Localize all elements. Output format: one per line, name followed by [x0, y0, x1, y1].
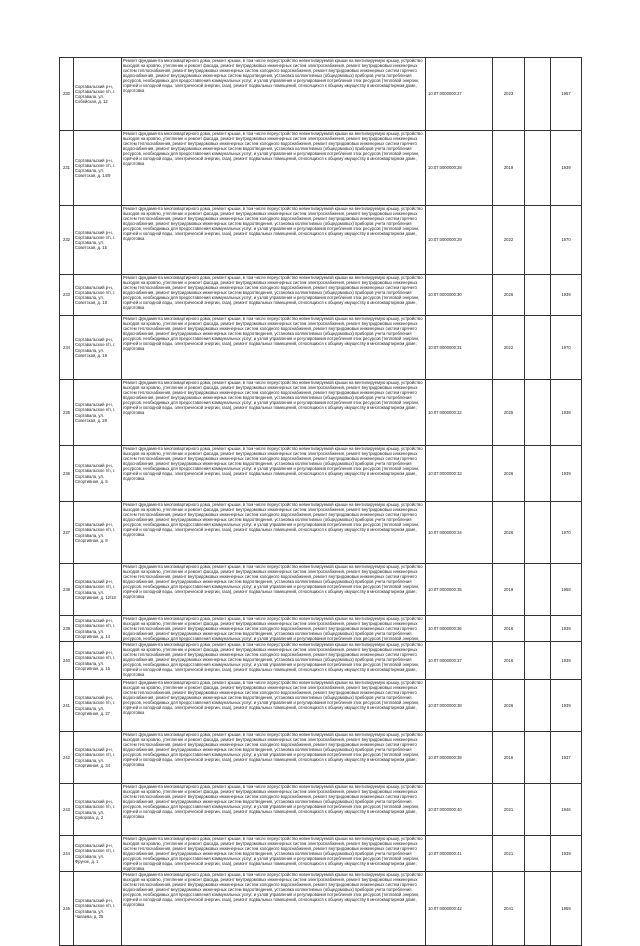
empty-cell: [525, 131, 551, 206]
repair-year-cell-text: 2026: [503, 292, 514, 298]
work-description-cell-text: Ремонт фундамента многоквартирного дома, ремонт крыши, в том числе переустройство невентилируемой крыши на вентилируемую крышу, устройство выходов на кровлю, утепление и ремонт фасада, ремонт внутридомовых инженерных систем электроснабжения, ремонт внутридомовых инженерных систем теплоснабжения, ремонт внутридомовых инженерных систем холодного водоснабжения, ремонт внутридомовых инженерных систем горячего водоснабжения, ремонт внутридомовых инженерных систем водоотведения, установка коллективных (общедомовых) приборов учета потребления ресурсов, необходимых для предоставления коммунальных услуг, и узлов управления и регулирования потребления этих ресурсов (тепловой энергии, горячей и холодной воды, электрической энергии, газа), ремонт подвальных помещений, относящихся к общему имуществу в многоквартирном доме, подготовка: [123, 206, 423, 242]
table-row: [60, 616, 582, 642]
work-description-cell-text: Ремонт фундамента многоквартирного дома, ремонт крыши, в том числе переустройство невентилируемой крыши на вентилируемую крышу, устройство выходов на кровлю, утепление и ремонт фасада, ремонт внутридомовых инженерных систем электроснабжения, ремонт внутридомовых инженерных систем теплоснабжения, ремонт внутридомовых инженерных систем холодного водоснабжения, ремонт внутридомовых инженерных систем горячего водоснабжения, ремонт внутридомовых инженерных систем водоотведения, установка коллективных (общедомовых) приборов учета потребления ресурсов, необходимых для предоставления коммунальных услуг, и узлов управления и регулирования потребления этих ресурсов (тепловой энергии, горячей и холодной воды, электрической энергии, газа), ремонт подвальных помещений, относящихся к общему имуществу в многоквартирном доме, подготовка: [123, 446, 423, 482]
build-year-cell: [551, 58, 582, 131]
table-row: [60, 836, 582, 872]
row-number-text: 231: [63, 165, 70, 171]
build-year-cell-text: 1970: [561, 237, 571, 243]
build-year-cell-text: 1939: [561, 165, 571, 171]
table-row: [60, 732, 582, 784]
address-cell-text: Сортавальский р-н, Сортавальское г/п, г. Сортавала, ул. Спортивная, д. 27: [75, 695, 116, 716]
cadastral-number-cell: [426, 275, 493, 316]
build-year-cell: [551, 616, 582, 642]
cadastral-number-cell-text: 10:07:0000000:36: [428, 625, 462, 631]
cadastral-number-cell: [426, 316, 493, 380]
build-year-cell: [551, 680, 582, 732]
row-number-text: 232: [63, 237, 70, 243]
build-year-cell-text: 1946: [561, 806, 571, 812]
repair-year-cell-text: 2023: [503, 91, 514, 97]
repair-year-cell-text: 2016: [503, 657, 514, 663]
repair-year-cell: [493, 564, 525, 616]
address-cell-text: Сортавальский р-н, Сортавальское г/п, г. Сортавала, ул. Советская, д. 14/9: [75, 157, 116, 179]
empty-cell: [525, 680, 551, 732]
work-description-cell: [122, 836, 426, 872]
build-year-cell: [551, 872, 582, 946]
build-year-cell-text: 1939: [561, 470, 571, 476]
address-cell: [74, 446, 122, 502]
repair-year-cell: [493, 872, 525, 946]
work-description-cell: [122, 206, 426, 275]
build-year-cell: [551, 275, 582, 316]
address-cell-text: Сортавальский р-н, Сортавальское г/п, г. Сортавала, ул. Суворова, д. 2: [75, 799, 116, 820]
address-cell-text: Сортавальский р-н, Сортавальское г/п, г. Сортавала, ул. Спортивная, д. 5: [75, 463, 116, 484]
row-number: [60, 206, 74, 275]
row-number-text: 240: [63, 657, 70, 663]
address-cell: [74, 316, 122, 380]
cadastral-number-cell-text: 10:07:0000000:42: [428, 905, 462, 911]
build-year-cell: [551, 732, 582, 784]
work-description-cell-text: Ремонт фундамента многоквартирного дома, ремонт крыши, в том числе переустройство невентилируемой крыши на вентилируемую крышу, устройство выходов на кровлю, утепление и ремонт фасада, ремонт внутридомовых инженерных систем электроснабжения, ремонт внутридомовых инженерных систем теплоснабжения, ремонт внутридомовых инженерных систем холодного водоснабжения, ремонт внутридомовых инженерных систем горячего водоснабжения, ремонт внутридомовых инженерных систем водоотведения, установка коллективных (общедомовых) приборов учета потребления ресурсов, необходимых для предоставления коммунальных услуг, и узлов управления и регулирования потребления этих ресурсов (тепловой энергии, горячей и холодной воды, электрической энергии, газа), ремонт подвальных помещений, относящихся к общему имуществу в многоквартирном доме, подготовка: [123, 564, 423, 600]
address-cell-text: Сортавальский р-н, Сортавальское г/п, г. Сортавала, ул. Советская, д. 19: [75, 337, 116, 358]
row-number-text: 241: [63, 702, 70, 708]
cadastral-number-cell-text: 10:07:0000000:29: [428, 237, 462, 243]
work-description-cell-text: Ремонт фундамента многоквартирного дома, ремонт крыши, в том числе переустройство невентилируемой крыши на вентилируемую крышу, устройство выходов на кровлю, утепление и ремонт фасада, ремонт внутридомовых инженерных систем электроснабжения, ремонт внутридомовых инженерных систем теплоснабжения, ремонт внутридомовых инженерных систем холодного водоснабжения, ремонт внутридомовых инженерных систем горячего водоснабжения, ремонт внутридомовых инженерных систем водоотведения, установка коллективных (общедомовых) приборов учета потребления ресурсов, необходимых для предоставления коммунальных услуг, и узлов управления и регулирования потребления этих ресурсов (тепловой энергии, горячей и холодной воды, электрической энергии, газа), ремонт подвальных помещений, относящихся к общему имуществу в многоквартирном доме, подготовка: [123, 275, 423, 311]
building-repair-table: [59, 57, 582, 946]
address-cell-text: Сортавальский р-н, Сортавальское г/п, г. Сортавала, ул. Спортивная, д. 14: [75, 618, 116, 639]
cadastral-number-cell-text: 10:07:0000000:31: [428, 344, 462, 350]
address-cell: [74, 642, 122, 680]
build-year-cell-text: 1970: [561, 529, 571, 535]
table-body: [60, 58, 582, 946]
empty-cell: [525, 784, 551, 836]
cadastral-number-cell-text: 10:07:0000000:27: [428, 91, 462, 97]
address-cell-text: Сортавальский р-н, Сортавальское г/п, г. Сортавала, ул. Спортивная, д. 34: [75, 747, 116, 768]
work-description-cell-text: Ремонт фундамента многоквартирного дома, ремонт крыши, в том числе переустройство невентилируемой крыши на вентилируемую крышу, устройство выходов на кровлю, утепление и ремонт фасада, ремонт внутридомовых инженерных систем электроснабжения, ремонт внутридомовых инженерных систем теплоснабжения, ремонт внутридомовых инженерных систем холодного водоснабжения, ремонт внутридомовых инженерных систем горячего водоснабжения, ремонт внутридомовых инженерных систем водоотведения, установка коллективных (общедомовых) приборов учета потребления ресурсов, необходимых для предоставления коммунальных услуг, и узлов управления и регулирования потребления этих ресурсов (тепловой энергии, горячей и холодной воды, электрической энергии, газа), ремонт подвальных помещений, относящихся к общему имуществу в многоквартирном доме, подготовка: [123, 316, 423, 352]
work-description-cell: [122, 642, 426, 680]
table-row: [60, 380, 582, 446]
build-year-cell-text: 1939: [561, 292, 571, 298]
row-number-text: 242: [63, 754, 70, 760]
address-cell-text: Сортавальский р-н, Сортавальское г/п, г. Сортавала, ул. Собейская, д. 12: [75, 83, 116, 105]
table-row: [60, 206, 582, 275]
cadastral-number-cell: [426, 446, 493, 502]
empty-cell: [525, 836, 551, 872]
work-description-cell-text: Ремонт фундамента многоквартирного дома, ремонт крыши, в том числе переустройство невентилируемой крыши на вентилируемую крышу, устройство выходов на кровлю, утепление и ремонт фасада, ремонт внутридомовых инженерных систем электроснабжения, ремонт внутридомовых инженерных систем теплоснабжения, ремонт внутридомовых инженерных систем холодного водоснабжения, ремонт внутридомовых инженерных систем горячего водоснабжения, ремонт внутридомовых инженерных систем водоотведения, установка коллективных (общедомовых) приборов учета потребления ресурсов, необходимых для предоставления коммунальных услуг, и узлов управления и регулирования потребления этих ресурсов (тепловой энергии, горячей и холодной воды, электрической энергии, газа), ремонт подвальных помещений, относящихся к общему имуществу в многоквартирном доме, подготовка: [123, 732, 423, 768]
build-year-cell-text: 1938: [561, 409, 571, 415]
row-number: [60, 446, 74, 502]
empty-cell: [525, 642, 551, 680]
repair-year-cell: [493, 784, 525, 836]
row-number-text: 230: [63, 91, 70, 97]
repair-year-cell: [493, 58, 525, 131]
address-cell-text: Сортавальский р-н, Сортавальское г/п, г. Сортавала, ул. Спортивная, д. 15: [75, 650, 116, 671]
work-description-cell: [122, 131, 426, 206]
work-description-cell: [122, 680, 426, 732]
cadastral-number-cell: [426, 680, 493, 732]
cadastral-number-cell-text: 10:07:0000000:39: [428, 754, 462, 760]
repair-year-cell: [493, 446, 525, 502]
build-year-cell-text: 1957: [561, 91, 571, 97]
work-description-cell: [122, 446, 426, 502]
work-description-cell-text: Ремонт фундамента многоквартирного дома, ремонт крыши, в том числе переустройство невентилируемой крыши на вентилируемую крышу, устройство выходов на кровлю, утепление и ремонт фасада, ремонт внутридомовых инженерных систем электроснабжения, ремонт внутридомовых инженерных систем теплоснабжения, ремонт внутридомовых инженерных систем холодного водоснабжения, ремонт внутридомовых инженерных систем горячего водоснабжения, ремонт внутридомовых инженерных систем водоотведения, установка коллективных (общедомовых) приборов учета потребления ресурсов, необходимых для предоставления коммунальных услуг, и узлов управления и регулирования потребления этих ресурсов (тепловой энергии, горячей и холодной воды, электрической энергии, газа), ремонт подвальных помещений, относящихся к общему имуществу в многоквартирном доме, подготовка: [123, 380, 423, 416]
work-description-cell-text: Ремонт фундамента многоквартирного дома, ремонт крыши, в том числе переустройство невентилируемой крыши на вентилируемую крышу, устройство выходов на кровлю, утепление и ремонт фасада, ремонт внутридомовых инженерных систем электроснабжения, ремонт внутридомовых инженерных систем теплоснабжения, ремонт внутридомовых инженерных систем холодного водоснабжения, ремонт внутридомовых инженерных систем горячего водоснабжения, ремонт внутридомовых инженерных систем водоотведения, установка коллективных (общедомовых) приборов учета потребления ресурсов, необходимых для предоставления коммунальных услуг, и узлов управления и регулирования потребления этих ресурсов (тепловой энергии,: [123, 616, 423, 641]
empty-cell: [525, 616, 551, 642]
address-cell-text: Сортавальский р-н, Сортавальское г/п, г. Сортавала, ул. Советская, д. 15: [75, 229, 116, 251]
table-row: [60, 680, 582, 732]
build-year-cell: [551, 502, 582, 564]
row-number-text: 237: [63, 529, 70, 535]
row-number: [60, 380, 74, 446]
table-row: [60, 564, 582, 616]
row-number-text: 234: [63, 344, 70, 350]
cadastral-number-cell: [426, 380, 493, 446]
repair-year-cell: [493, 732, 525, 784]
cadastral-number-cell-text: 10:07:0000000:30: [428, 292, 462, 298]
repair-year-cell-text: 2041: [503, 905, 514, 911]
address-cell: [74, 732, 122, 784]
row-number: [60, 564, 74, 616]
repair-year-cell-text: 2016: [503, 754, 514, 760]
work-description-cell: [122, 616, 426, 642]
work-description-cell-text: Ремонт фундамента многоквартирного дома, ремонт крыши, в том числе переустройство невентилируемой крыши на вентилируемую крышу, устройство выходов на кровлю, утепление и ремонт фасада, ремонт внутридомовых инженерных систем электроснабжения, ремонт внутридомовых инженерных систем теплоснабжения, ремонт внутридомовых инженерных систем холодного водоснабжения, ремонт внутридомовых инженерных систем горячего водоснабжения, ремонт внутридомовых инженерных систем водоотведения, установка коллективных (общедомовых) приборов учета потребления ресурсов, необходимых для предоставления коммунальных услуг, и узлов управления и регулирования потребления этих ресурсов (тепловой энергии, горячей и холодной воды, электрической энергии, газа), ремонт подвальных помещений, относящихся к общему имуществу в многоквартирном доме, подготовка: [123, 836, 423, 871]
empty-cell: [525, 58, 551, 131]
repair-year-cell-text: 2021: [503, 850, 514, 856]
build-year-cell-text: 1959: [561, 905, 571, 911]
address-cell: [74, 131, 122, 206]
table-row: [60, 872, 582, 946]
repair-year-cell: [493, 380, 525, 446]
table-row: [60, 131, 582, 206]
build-year-cell-text: 1958: [561, 586, 571, 592]
row-number-text: 239: [63, 625, 70, 631]
work-description-cell: [122, 380, 426, 446]
cadastral-number-cell-text: 10:07:0000000:32: [428, 409, 462, 415]
repair-year-cell: [493, 836, 525, 872]
repair-year-cell-text: 2026: [503, 702, 514, 708]
row-number-text: 238: [63, 586, 70, 592]
address-cell: [74, 616, 122, 642]
address-cell: [74, 275, 122, 316]
work-description-cell-text: Ремонт фундамента многоквартирного дома, ремонт крыши, в том числе переустройство невентилируемой крыши на вентилируемую крышу, устройство выходов на кровлю, утепление и ремонт фасада, ремонт внутридомовых инженерных систем электроснабжения, ремонт внутридомовых инженерных систем теплоснабжения, ремонт внутридомовых инженерных систем холодного водоснабжения, ремонт внутридомовых инженерных систем горячего водоснабжения, ремонт внутридомовых инженерных систем водоотведения, установка коллективных (общедомовых) приборов учета потребления ресурсов, необходимых для предоставления коммунальных услуг, и узлов управления и регулирования потребления этих ресурсов (тепловой энергии, горячей и холодной воды, электрической энергии, газа), ремонт подвальных помещений, относящихся к общему имуществу в многоквартирном доме, подготовка: [123, 58, 423, 94]
empty-cell: [525, 564, 551, 616]
row-number: [60, 680, 74, 732]
work-description-cell: [122, 564, 426, 616]
empty-cell: [525, 732, 551, 784]
cadastral-number-cell-text: 10:07:0000000:41: [428, 850, 462, 856]
build-year-cell-text: 1939: [561, 702, 571, 708]
address-cell: [74, 872, 122, 946]
work-description-cell: [122, 784, 426, 836]
repair-year-cell-text: 2019: [503, 165, 514, 171]
work-description-cell-text: Ремонт фундамента многоквартирного дома, ремонт крыши, в том числе переустройство невентилируемой крыши на вентилируемую крышу, устройство выходов на кровлю, утепление и ремонт фасада, ремонт внутридомовых инженерных систем электроснабжения, ремонт внутридомовых инженерных систем теплоснабжения, ремонт внутридомовых инженерных систем холодного водоснабжения, ремонт внутридомовых инженерных систем горячего водоснабжения, ремонт внутридомовых инженерных систем водоотведения, установка коллективных (общедомовых) приборов учета потребления ресурсов, необходимых для предоставления коммунальных услуг, и узлов управления и регулирования потребления этих ресурсов (тепловой энергии, горячей и холодной воды, электрической энергии, газа), ремонт подвальных помещений, относящихся к общему имуществу в многоквартирном доме, подготовка: [123, 642, 423, 678]
address-cell: [74, 380, 122, 446]
cadastral-number-cell: [426, 836, 493, 872]
build-year-cell: [551, 784, 582, 836]
row-number: [60, 616, 74, 642]
row-number: [60, 872, 74, 946]
building-repair-table-sheet: [59, 57, 581, 946]
repair-year-cell: [493, 206, 525, 275]
cadastral-number-cell-text: 10:07:0000000:37: [428, 657, 462, 663]
work-description-cell-text: Ремонт фундамента многоквартирного дома, ремонт крыши, в том числе переустройство невентилируемой крыши на вентилируемую крышу, устройство выходов на кровлю, утепление и ремонт фасада, ремонт внутридомовых инженерных систем электроснабжения, ремонт внутридомовых инженерных систем теплоснабжения, ремонт внутридомовых инженерных систем холодного водоснабжения, ремонт внутридомовых инженерных систем горячего водоснабжения, ремонт внутридомовых инженерных систем водоотведения, установка коллективных (общедомовых) приборов учета потребления ресурсов, необходимых для предоставления коммунальных услуг, и узлов управления и регулирования потребления этих ресурсов (тепловой энергии, горячей и холодной воды, электрической энергии, газа), ремонт подвальных помещений, относящихся к общему имуществу в многоквартирном доме, подготовка: [123, 502, 423, 538]
table-row: [60, 275, 582, 316]
build-year-cell: [551, 316, 582, 380]
row-number: [60, 316, 74, 380]
cadastral-number-cell: [426, 206, 493, 275]
cadastral-number-cell-text: 10:07:0000000:40: [428, 806, 462, 812]
repair-year-cell-text: 2022: [503, 237, 514, 243]
empty-cell: [525, 446, 551, 502]
table-row: [60, 446, 582, 502]
address-cell-text: Сортавальский р-н, Сортавальское г/п, г. Сортавала, ул. Спортивная, д. 12/18: [75, 579, 116, 600]
repair-year-cell-text: 2016: [503, 625, 514, 631]
address-cell: [74, 784, 122, 836]
repair-year-cell-text: 2026: [503, 529, 514, 535]
work-description-cell: [122, 872, 426, 946]
work-description-cell-text: Ремонт фундамента многоквартирного дома, ремонт крыши, в том числе переустройство невентилируемой крыши на вентилируемую крышу, устройство выходов на кровлю, утепление и ремонт фасада, ремонт внутридомовых инженерных систем электроснабжения, ремонт внутридомовых инженерных систем теплоснабжения, ремонт внутридомовых инженерных систем холодного водоснабжения, ремонт внутридомовых инженерных систем горячего водоснабжения, ремонт внутридомовых инженерных систем водоотведения, установка коллективных (общедомовых) приборов учета потребления ресурсов, необходимых для предоставления коммунальных услуг, и узлов управления и регулирования потребления этих ресурсов (тепловой энергии, горячей и холодной воды, электрической энергии, газа), ремонт подвальных помещений, относящихся к общему имуществу в многоквартирном доме, подготовка: [123, 680, 423, 716]
empty-cell: [525, 502, 551, 564]
repair-year-cell-text: 2021: [503, 806, 514, 812]
cadastral-number-cell-text: 10:07:0000000:35: [428, 586, 462, 592]
row-number: [60, 131, 74, 206]
repair-year-cell-text: 2026: [503, 470, 514, 476]
repair-year-cell: [493, 680, 525, 732]
cadastral-number-cell-text: 10:07:0000000:28: [428, 165, 462, 171]
work-description-cell-text: Ремонт фундамента многоквартирного дома, ремонт крыши, в том числе переустройство невентилируемой крыши на вентилируемую крышу, устройство выходов на кровлю, утепление и ремонт фасада, ремонт внутридомовых инженерных систем электроснабжения, ремонт внутридомовых инженерных систем теплоснабжения, ремонт внутридомовых инженерных систем холодного водоснабжения, ремонт внутридомовых инженерных систем горячего водоснабжения, ремонт внутридомовых инженерных систем водоотведения, установка коллективных (общедомовых) приборов учета потребления ресурсов, необходимых для предоставления коммунальных услуг, и узлов управления и регулирования потребления этих ресурсов (тепловой энергии, горячей и холодной воды, электрической энергии, газа), ремонт подвальных помещений, относящихся к общему имуществу в многоквартирном доме, подготовка: [123, 784, 423, 820]
work-description-cell: [122, 732, 426, 784]
repair-year-cell: [493, 316, 525, 380]
table-row: [60, 58, 582, 131]
row-number: [60, 642, 74, 680]
cadastral-number-cell-text: 10:07:0000000:33: [428, 470, 462, 476]
row-number: [60, 836, 74, 872]
build-year-cell-text: 1939: [561, 625, 571, 631]
empty-cell: [525, 380, 551, 446]
repair-year-cell-text: 2022: [503, 344, 514, 350]
address-cell-text: Сортавальский р-н, Сортавальское г/п, г. Сортавала, ул. Чапаева, д. 25: [75, 898, 116, 919]
repair-year-cell: [493, 502, 525, 564]
repair-year-cell: [493, 616, 525, 642]
build-year-cell-text: 1939: [561, 657, 571, 663]
cadastral-number-cell: [426, 616, 493, 642]
cadastral-number-cell-text: 10:07:0000000:34: [428, 529, 462, 535]
address-cell-text: Сортавальский р-н, Сортавальское г/п, г. Сортавала, ул. Спортивная, д. 8: [75, 522, 116, 543]
table-row: [60, 642, 582, 680]
build-year-cell: [551, 446, 582, 502]
row-number: [60, 784, 74, 836]
work-description-cell: [122, 275, 426, 316]
work-description-cell: [122, 316, 426, 380]
repair-year-cell: [493, 275, 525, 316]
build-year-cell: [551, 836, 582, 872]
row-number-text: 235: [63, 409, 70, 415]
row-number-text: 233: [63, 292, 70, 298]
row-number: [60, 275, 74, 316]
empty-cell: [525, 206, 551, 275]
address-cell: [74, 58, 122, 131]
address-cell: [74, 502, 122, 564]
address-cell: [74, 206, 122, 275]
build-year-cell: [551, 206, 582, 275]
cadastral-number-cell: [426, 131, 493, 206]
row-number-text: 244: [63, 850, 70, 856]
repair-year-cell: [493, 642, 525, 680]
address-cell-text: Сортавальский р-н, Сортавальское г/п, г. Сортавала, ул. Советская, д. 18: [75, 284, 116, 306]
cadastral-number-cell: [426, 732, 493, 784]
row-number: [60, 732, 74, 784]
empty-cell: [525, 316, 551, 380]
table-row: [60, 502, 582, 564]
cadastral-number-cell-text: 10:07:0000000:38: [428, 702, 462, 708]
repair-year-cell: [493, 131, 525, 206]
cadastral-number-cell: [426, 564, 493, 616]
cadastral-number-cell: [426, 642, 493, 680]
work-description-cell-text: Ремонт фундамента многоквартирного дома, ремонт крыши, в том числе переустройство невентилируемой крыши на вентилируемую крышу, устройство выходов на кровлю, утепление и ремонт фасада, ремонт внутридомовых инженерных систем электроснабжения, ремонт внутридомовых инженерных систем теплоснабжения, ремонт внутридомовых инженерных систем холодного водоснабжения, ремонт внутридомовых инженерных систем горячего водоснабжения, ремонт внутридомовых инженерных систем водоотведения, установка коллективных (общедомовых) приборов учета потребления ресурсов, необходимых для предоставления коммунальных услуг, и узлов управления и регулирования потребления этих ресурсов (тепловой энергии, горячей и холодной воды, электрической энергии, газа), ремонт подвальных помещений, относящихся к общему имуществу в многоквартирном доме, подготовка: [123, 131, 423, 167]
address-cell-text: Сортавальский р-н, Сортавальское г/п, г. Сортавала, ул. Советская, д. 28: [75, 402, 116, 423]
build-year-cell: [551, 131, 582, 206]
repair-year-cell-text: 2019: [503, 586, 514, 592]
address-cell: [74, 680, 122, 732]
table-row: [60, 316, 582, 380]
build-year-cell-text: 1970: [561, 344, 571, 350]
row-number-text: 245: [63, 905, 70, 911]
cadastral-number-cell: [426, 784, 493, 836]
empty-cell: [525, 872, 551, 946]
build-year-cell: [551, 564, 582, 616]
build-year-cell-text: 1939: [561, 850, 571, 856]
repair-year-cell-text: 2025: [503, 409, 514, 415]
cadastral-number-cell: [426, 872, 493, 946]
row-number-text: 243: [63, 806, 70, 812]
row-number: [60, 502, 74, 564]
work-description-cell-text: Ремонт фундамента многоквартирного дома, ремонт крыши, в том числе переустройство невентилируемой крыши на вентилируемую крышу, устройство выходов на кровлю, утепление и ремонт фасада, ремонт внутридомовых инженерных систем электроснабжения, ремонт внутридомовых инженерных систем теплоснабжения, ремонт внутридомовых инженерных систем холодного водоснабжения, ремонт внутридомовых инженерных систем горячего водоснабжения, ремонт внутридомовых инженерных систем водоотведения, установка коллективных (общедомовых) приборов учета потребления ресурсов, необходимых для предоставления коммунальных услуг, и узлов управления и регулирования потребления этих ресурсов (тепловой энергии, горячей и холодной воды, электрической энергии, газа), ремонт подвальных помещений, относящихся к общему имуществу в многоквартирном доме, подготовка: [123, 872, 423, 908]
empty-cell: [525, 275, 551, 316]
row-number: [60, 58, 74, 131]
cadastral-number-cell: [426, 58, 493, 131]
address-cell-text: Сортавальский р-н, Сортавальское г/п, г. Сортавала, ул. Фрунзе, д. 1: [75, 843, 116, 864]
work-description-cell: [122, 58, 426, 131]
build-year-cell: [551, 380, 582, 446]
cadastral-number-cell: [426, 502, 493, 564]
work-description-cell: [122, 502, 426, 564]
table-row: [60, 784, 582, 836]
build-year-cell: [551, 642, 582, 680]
row-number-text: 236: [63, 470, 70, 476]
address-cell: [74, 564, 122, 616]
address-cell: [74, 836, 122, 872]
build-year-cell-text: 1937: [561, 754, 571, 760]
